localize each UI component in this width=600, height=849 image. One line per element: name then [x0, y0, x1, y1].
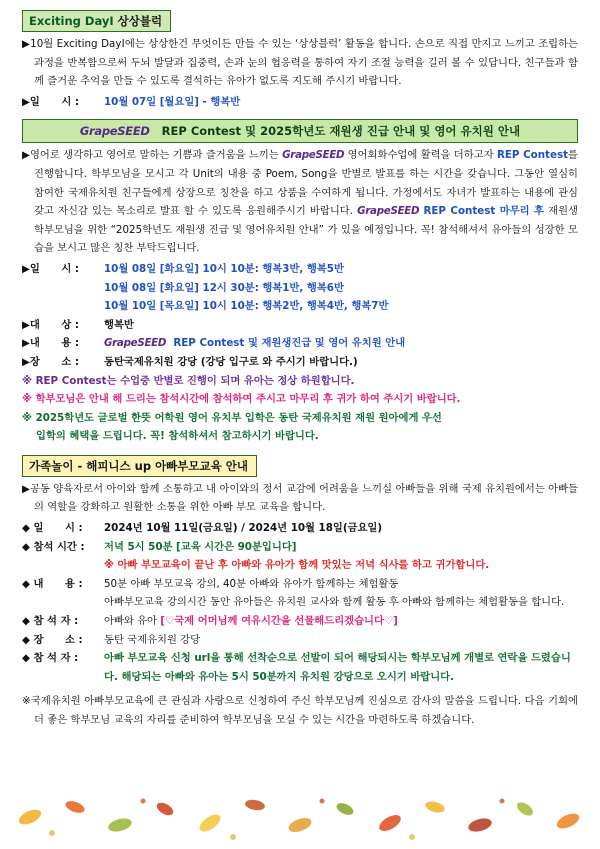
date-label: ▶일 시 :	[22, 95, 80, 108]
dad-apply-row: ◆ 참 석 자 : 아빠 부모교육 신청 url을 통해 선착순으로 선발이 되어 해당되시는 학부모님께 개별로 연락을 드렸습니다. 해당되는 아빠와 유아는 5시 50분까지 유치원 강당으로 오시기 바랍니다.	[22, 652, 571, 683]
grapeseed-logo-inline-2: GrapeSEED	[357, 205, 420, 218]
exciting-day-paragraph: ▶10월 Exciting DayⅠ에는 상상한건 무엇이든 만들 수 있는 ‘상상블럭’ 활동을 합니다. 손으로 직접 만지고 느끼고 조립하는 과정을 반복함으로써 두뇌 발달과 집중력, 손과 눈의 협응력을 통하여 자기 조절 능력을 길러 볼 수 있답니다. 친구들과 함께 즐거운 추억을 만들 수 있도록 결석하는 유아가 없도록 지도해 주시기 바랍니다.	[22, 38, 578, 88]
grapeseed-logo: GrapeSEED	[79, 124, 150, 139]
rep-content-row: ▶내 용 : GrapeSEED REP Contest 및 재원생진급 및 영어 유치원 안내	[22, 337, 406, 350]
dad-content-row: ◆ 내 용 : 50분 아빠 부모교육 강의, 40분 아빠와 유아가 함께하는 체험활동 아빠부모교육 강의시간 동안 유아들은 유치원 교사와 함께 활동 후 아빠와 함께하는 체험활동을 합니다.	[22, 577, 565, 609]
section-header-exciting-day	[22, 10, 171, 32]
grapeseed-logo-inline: GrapeSEED	[282, 149, 345, 162]
rep-contest-title: REP Contest 및 2025학년도 재원생 진급 안내 및 영어 유치원 안내	[161, 124, 521, 139]
rep-date-row: ▶일 시 : 10월 08일 [화요일] 10시 10분: 행복3반, 행복5반	[22, 262, 344, 275]
dad-closing: ※국제유치원 아빠부모교육에 큰 관심과 사랑으로 신청하여 주신 학부모님께 진심으로 감사의 말씀을 드립니다. 다음 기회에 더 좋은 학부모님 교육의 자리를 준비하여 학부모님을 모실 수 있는 시간을 마련하도록 하겠습니다.	[22, 695, 578, 726]
exciting-day-date-row	[22, 93, 578, 112]
rep-target-row: ▶대 상 : 행복반	[22, 318, 134, 331]
rep-note-2: ※ 학부모님은 안내 해 드리는 참석시간에 참석하여 주시고 마무리 후 귀가 하여 주시기 바랍니다.	[22, 393, 461, 406]
newsletter-page: Exciting DayⅠ 상상블럭 ▶10월 Exciting DayⅠ에는 상상한건 무엇이든 만들 수 있는 ‘상상블럭’ 활동을 합니다. 손으로 직접 만지고 느끼고 조립하는 과정을 반복함으로써 두뇌 발달과 집중력, 손과 눈의 협응력을 통하여 자기 조절 능력을 길러 볼 수 있답니다. 친구들과 함께 즐거운 추억을 만들 수 있도록 결석하는 유아가 없도록 지도해 주시기 바랍니다. ▶일 시 : 10월 07일 [월요일] - 행복반 GrapeSEED REP Contest 및 2025학년도 재원생 진급 안내 및 영어 유치원 안내 ▶영어로 생각하고 영어로 말하는 기쁨과 즐거움을 느끼는 GrapeSEED 영어회화수업에 활력을 더하고자 REP Contest를 진행합니다. 학부모님을 모시고 각 Unit의 내용 중 Poem, Song을 반별로 발표를 하는 시간을 갖습니다. 그동안 열심히 참여한 국제유치원 친구들에게 상장으로 칭찬을 하고 상품을 수여하게 됩니다. 가정에서도 자녀가 발표하는 내용에 관심 갖고 자신감 있는 목소리로 발표 할 수 있도록 응원해주시기 바랍니다. GrapeSEED REP Contest 마무리 후 재원생 학부모님을 위한 “2025학년도 재원생 진급 및 영어유치원 안내” 가 있을 예정입니다. 꼭! 참석해셔서 유아들의 성장한 모습을 보시고 많은 칭찬 부탁드립니다. ▶일 시 : 10월 08일 [화요일] 10시 10분: 행복3반, 행복5반 10월 08일 [화요일] 12시 30분: 행복1반, 행복6반 10월 10일 [목요일] 10시 10분: 행복2반, 행복4반, 행복7반 ▶대 상 : 행복반 ▶내 용 : GrapeSEED REP Contest 및 재원생진급 및 영어 유치원 안내 ▶장 소 : 동탄국제유치원 강당 (강당 입구로 와 주시기 바랍니다.) ※ REP Contest는 수업중 반별로 진행이 되며 유아는 정상 하원합니다. ※ 학부모님은 안내 해 드리는 참석시간에 참석하여 주시고 마무리 후 귀가 하여 주시기 바랍니다. ※ 2025학년도 글로벌 한뜻 어학원 영어 유치부 입학은 동탄 국제유치원 재원 원아에게 우선 입학의 혜택을 드립니다. 꼭! 참석하셔서 참고하시기 바랍니다. 가족놀이 - 해피니스 up 아빠부모교육 안내 ▶공동 양육자로서 아이와 함께 소통하고 내 아이와의 정서 교감에 어려움을 느끼실 아빠들을 위해 국제 유치원에서는 아빠들의 역할을 강화하고 원활한 소통을 위한 아빠 부모 교육을 합니다. ◆ 일 시 : 2024년 10월 11일(금요일) / 2024년 10월 18일(금요일) ◆ 참석 시간 : 저녁 5시 50분 [교육 시간은 90분입니다] ※ 아빠 부모교육이 끝난 후 아빠와 유아가 함께 맛있는 저녁 식사를 하고 귀가합니다. ◆ 내 용 : 50분 아빠 부모교육 강의, 40분 아빠와 유아가 함께하는 체험활동 아빠부모교육 강의시간 동안 유아들은 유치원 교사와 함께 활동 후 아빠와 함께하는 체험활동을 합니다. ◆ 참 석 자 : 아빠와 유아 [♡국제 어머님께 여유시간을 선물해드리겠습니다♡] ◆ 장 소 : 동탄 국제유치원 강당 ◆ 참 석 자 : 아빠 부모교육 신청 url을 통해 선착순으로 선발이 되어 해당되시는 학부모님께 개별로 연락을 드렸습니다. 해당되는 아빠와 유아는 5시 50분까지 유치원 강당으로 오시기 바랍니다. ※국제유치원 아빠부모교육에 큰 관심과 사랑으로 신청하여 주신 학부모님께 진심으로 감사의 말씀을 드립니다. 다음 기회에 더 좋은 학부모님 교육의 자리를 준비하여 학부모님을 모실 수 있는 시간을 마련하도록 하겠습니다.	[22, 10, 578, 732]
dad-who-row: ◆ 참 석 자 : 아빠와 유아 [♡국제 어머님께 여유시간을 선물해드리겠습니다♡]	[22, 615, 398, 628]
rep-note-4: 입학의 혜택을 드립니다. 꼭! 참석하셔서 참고하시기 바랍니다.	[36, 430, 319, 443]
autumn-leaves-border-icon	[0, 787, 600, 849]
dad-date-row: ◆ 일 시 : 2024년 10월 11일(금요일) / 2024년 10월 18일(금요일)	[22, 522, 383, 535]
rep-contest-paragraph: ▶영어로 생각하고 영어로 말하는 기쁨과 즐거움을 느끼는 GrapeSEED 영어회화수업에 활력을 더하고자 REP Contest를 진행합니다. 학부모님을 모시고 각 Unit의 내용 중 Poem, Song을 반별로 발표를 하는 시간을 갖습니다. 그동안 열심히 참여한 국제유치원 친구들에게 상장으로 칭찬을 하고 상품을 수여하게 됩니다. 가정에서도 자녀가 발표하는 내용에 관심 갖고 자신감 있는 목소리로 발표 할 수 있도록 응원해주시기 바랍니다. GrapeSEED REP Contest 마무리 후 재원생 학부모님을 위한 “2025학년도 재원생 진급 및 영어유치원 안내” 가 있을 예정입니다. 꼭! 참석해셔서 유아들의 성장한 모습을 보시고 많은 칭찬 부탁드립니다.	[22, 149, 578, 255]
rep-place-row: ▶장 소 : 동탄국제유치원 강당 (강당 입구로 와 주시기 바랍니다.)	[22, 355, 358, 368]
section-header-dad-education: 가족놀이 - 해피니스 up 아빠부모교육 안내	[22, 455, 257, 477]
dad-time-row: ◆ 참석 시간 : 저녁 5시 50분 [교육 시간은 90분입니다]	[22, 540, 297, 553]
dad-place-row: ◆ 장 소 : 동탄 국제유치원 강당	[22, 633, 201, 646]
dad-time-note: ※ 아빠 부모교육이 끝난 후 아빠와 유아가 함께 맛있는 저녁 식사를 하고 귀가합니다.	[104, 559, 490, 572]
rep-note-3: ※ 2025학년도 글로벌 한뜻 어학원 영어 유치부 입학은 동탄 국제유치원 재원 원아에게 우선	[22, 411, 442, 424]
section-header-rep-contest	[22, 119, 578, 143]
rep-note-1: ※ REP Contest는 수업중 반별로 진행이 되며 유아는 정상 하원합니다.	[22, 374, 355, 387]
exciting-day-title: Exciting DayⅠ	[29, 14, 114, 28]
exciting-day-subtitle: 상상블럭	[117, 14, 163, 28]
date-value: 10월 07일 [월요일] - 행복반	[104, 95, 241, 108]
dad-education-paragraph: ▶공동 양육자로서 아이와 함께 소통하고 내 아이와의 정서 교감에 어려움을 느끼실 아빠들을 위해 국제 유치원에서는 아빠들의 역할을 강화하고 원활한 소통을 위한 아빠 부모 교육을 합니다.	[22, 482, 578, 514]
